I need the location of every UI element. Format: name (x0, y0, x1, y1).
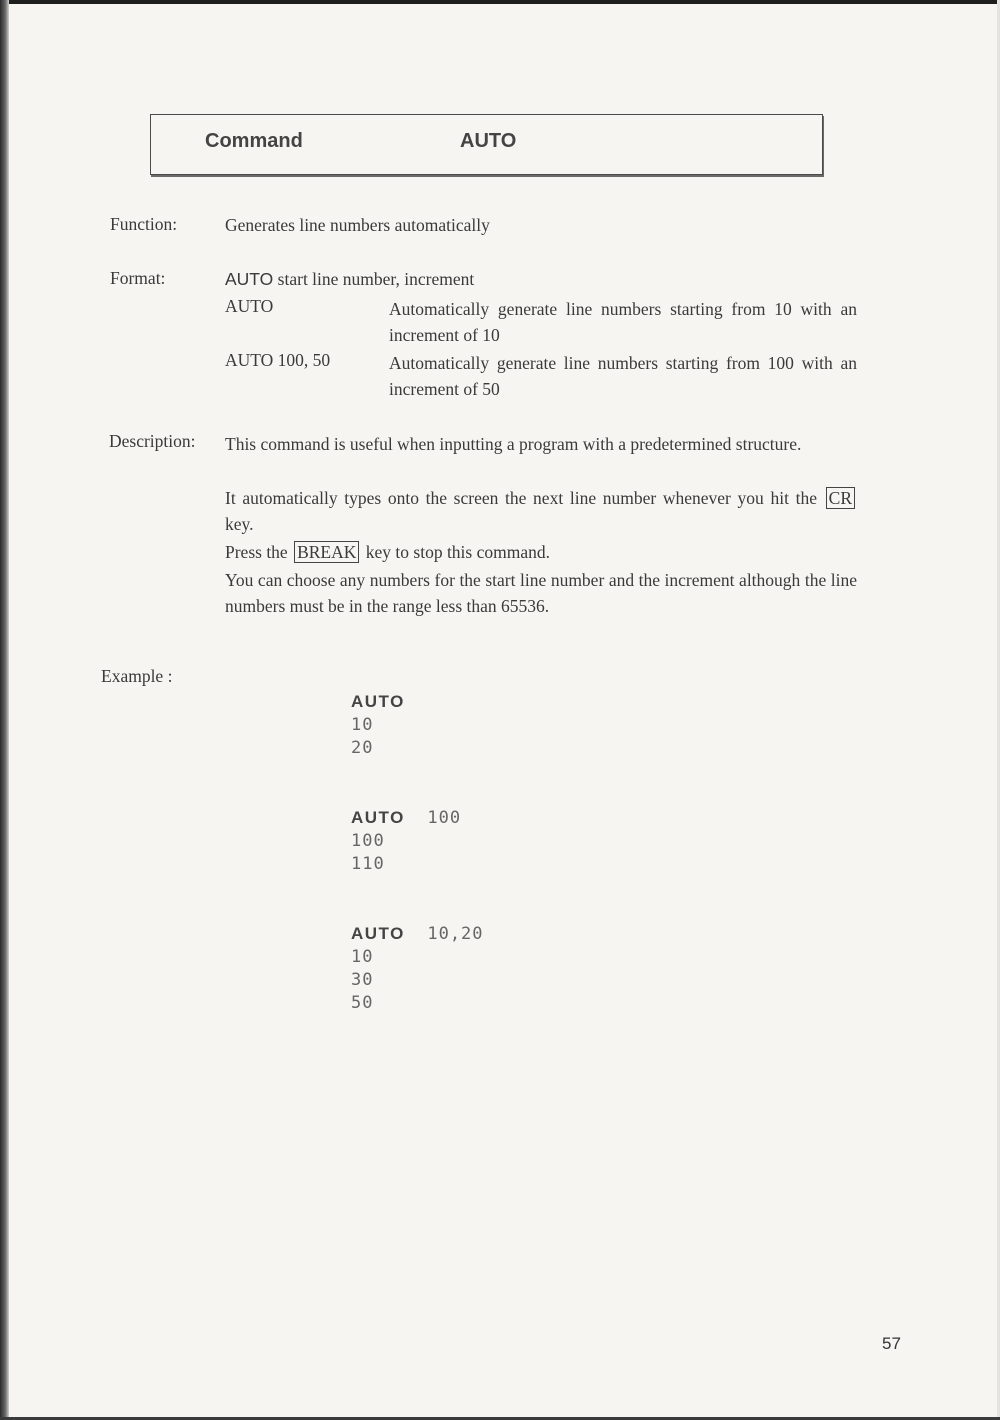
example-block-2 (351, 806, 461, 876)
description-paragraph-1: This command is useful when inputting a program with a predetermined structure. (225, 434, 802, 454)
command-label: Command (205, 130, 303, 152)
example-block-1 (351, 690, 405, 760)
example-3-line: 50 (351, 993, 374, 1013)
command-header-box (150, 114, 823, 175)
format-label: Format: (110, 268, 166, 288)
description-paragraph-2 (225, 485, 857, 537)
example-3-args: 10,20 (427, 924, 484, 944)
example-label: Example : (101, 666, 173, 686)
example-3-line: 10 (351, 947, 374, 967)
description-p3-text: Press the (225, 542, 288, 562)
format-syntax-keyword: AUTO (225, 269, 274, 289)
description-paragraph-4: You can choose any numbers for the start line number and the increment although the line numbers must be in the range less than 65536. (225, 570, 857, 616)
example-block-3 (351, 922, 484, 1015)
description-p2-text: It automatically types onto the screen the next line number whenever you hit the (225, 488, 817, 508)
page-edge-left (0, 0, 9, 1420)
example-2-line: 110 (351, 854, 385, 874)
format-syntax (225, 266, 474, 292)
format-entry-2-desc: Automatically generate line numbers starting from 100 with an increment of 50 (389, 353, 857, 399)
page-number: 57 (882, 1334, 901, 1353)
format-entry-1-desc: Automatically generate line numbers starting from 10 with an increment of 10 (389, 299, 857, 345)
format-syntax-rest: start line number, increment (273, 269, 475, 289)
description-p2-end: key. (225, 514, 254, 534)
example-3-command: AUTO (351, 924, 405, 943)
format-entry-1-cmd: AUTO (225, 296, 274, 316)
cr-key: CR (826, 487, 855, 509)
description-p3-end: key to stop this command. (365, 542, 550, 562)
break-key: BREAK (294, 541, 359, 563)
description-paragraph-3 (225, 539, 857, 565)
example-2-command: AUTO (351, 808, 405, 827)
example-1-line: 10 (351, 715, 374, 735)
description-label: Description: (109, 431, 196, 451)
example-3-line: 30 (351, 970, 374, 990)
example-2-line: 100 (351, 831, 385, 851)
format-entry-2-cmd: AUTO 100, 50 (225, 350, 331, 370)
page-edge-top (0, 0, 1000, 4)
function-text: Generates line numbers automatically (225, 215, 490, 235)
example-1-line: 20 (351, 738, 374, 758)
command-name: AUTO (460, 130, 517, 152)
example-1-command: AUTO (351, 692, 405, 711)
function-label: Function: (110, 214, 178, 234)
example-2-args: 100 (427, 808, 462, 828)
